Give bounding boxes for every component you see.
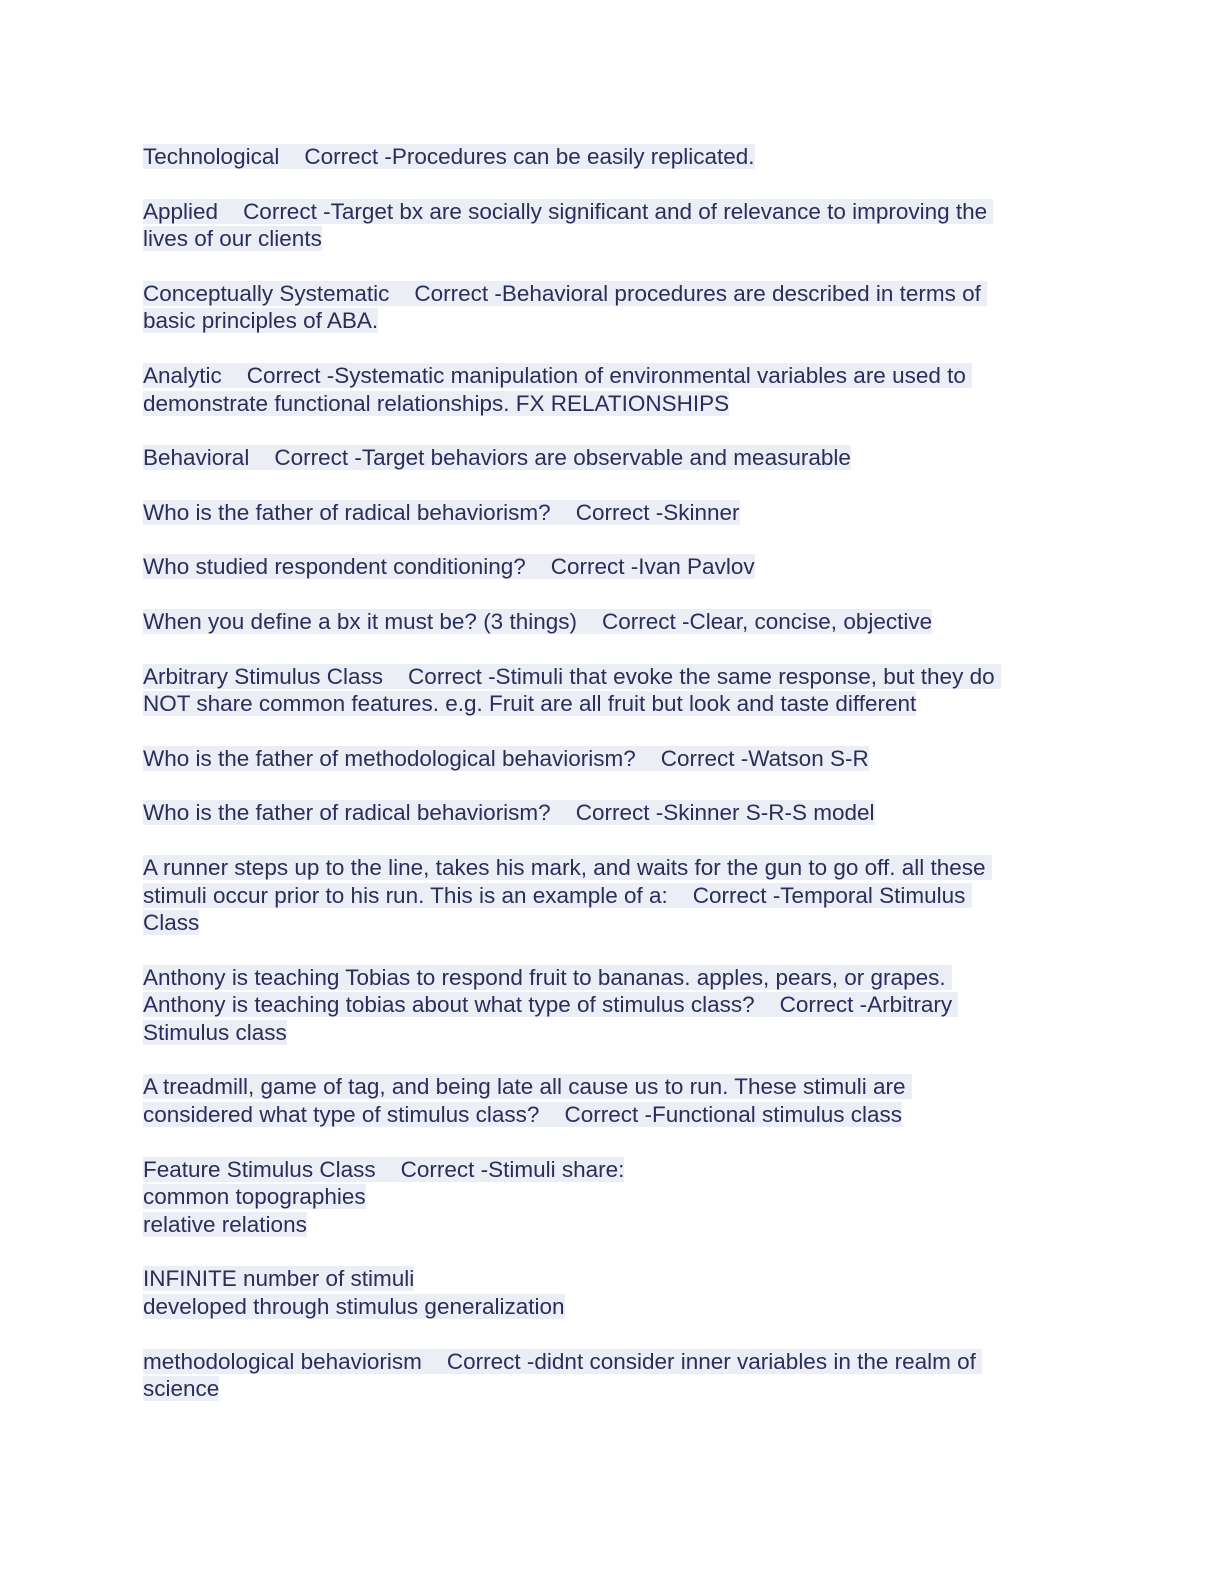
flashcard [143,198,1053,253]
card-line [143,307,1053,335]
card-line [143,663,1053,691]
card-line [143,225,1053,253]
card-text: common topographies [143,1184,366,1210]
card-line [143,1156,1053,1184]
card-text: relative relations [143,1211,307,1237]
flashcard [143,1156,1053,1239]
card-text: science [143,1376,220,1402]
flashcard [143,608,1053,636]
card-line [143,799,1053,827]
card-line [143,608,1053,636]
card-line [143,553,1053,581]
flashcard [143,1348,1053,1403]
card-text: A treadmill, game of tag, and being late all cause us to run. These stimuli are [143,1074,912,1100]
card-text: Technological Correct -Procedures can be easily replicated. [143,144,755,169]
card-text: NOT share common features. e.g. Fruit are all fruit but look and taste different [143,691,917,717]
flashcard [143,362,1053,417]
card-text: developed through stimulus generalization [143,1294,565,1320]
card-line [143,854,1053,882]
card-line [143,1265,1053,1293]
card-line [143,143,1053,171]
card-text: stimuli occur prior to his run. This is an example of a: Correct -Temporal Stimulus [143,882,972,908]
card-line [143,1375,1053,1403]
card-text: Feature Stimulus Class Correct -Stimuli share: [143,1156,625,1182]
card-text: Who is the father of radical behaviorism? Correct -Skinner S-R-S model [143,800,875,826]
card-line [143,1183,1053,1211]
flashcard [143,1265,1053,1320]
card-line [143,362,1053,390]
flashcard [143,799,1053,827]
card-text: Behavioral Correct -Target behaviors are observable and measurable [143,445,851,471]
card-text: When you define a bx it must be? (3 things) Correct -Clear, concise, objective [143,608,933,634]
card-text: lives of our clients [143,226,322,252]
flashcard [143,745,1053,773]
card-text: methodological behaviorism Correct -didnt consider inner variables in the realm of [143,1348,983,1374]
flashcard [143,553,1053,581]
flashcard [143,280,1053,335]
card-text: Stimulus class [143,1019,287,1045]
card-line [143,964,1053,992]
flashcard [143,964,1053,1047]
card-text: Class [143,910,200,936]
card-line [143,1293,1053,1321]
card-text: Analytic Correct -Systematic manipulation of environmental variables are used to [143,362,973,388]
card-text: A runner steps up to the line, takes his mark, and waits for the gun to go off. all these [143,854,992,880]
flashcard [143,1073,1053,1128]
card-text: demonstrate functional relationships. FX RELATIONSHIPS [143,390,730,416]
card-line [143,390,1053,418]
card-text: considered what type of stimulus class? Correct -Functional stimulus class [143,1102,903,1128]
card-line [143,198,1053,226]
card-text: Arbitrary Stimulus Class Correct -Stimuli that evoke the same response, but they do [143,663,1001,689]
card-line [143,1211,1053,1239]
card-line [143,280,1053,308]
card-text: Conceptually Systematic Correct -Behavioral procedures are described in terms of [143,280,988,306]
card-line [143,991,1053,1019]
flashcard [143,854,1053,937]
card-text: Anthony is teaching Tobias to respond fruit to bananas. apples, pears, or grapes. [143,964,952,990]
card-line [143,1019,1053,1047]
card-line [143,499,1053,527]
card-line [143,1101,1053,1129]
card-text: INFINITE number of stimuli [143,1266,415,1292]
card-line [143,909,1053,937]
card-line [143,1348,1053,1376]
card-text: Anthony is teaching tobias about what type of stimulus class? Correct -Arbitrary [143,992,959,1018]
card-line [143,882,1053,910]
card-text: Who studied respondent conditioning? Correct -Ivan Pavlov [143,554,755,580]
flashcard [143,663,1053,718]
card-line [143,745,1053,773]
card-text: Who is the father of radical behaviorism? Correct -Skinner [143,499,740,525]
card-line [143,1073,1053,1101]
card-line [143,690,1053,718]
flashcard-list [143,143,1053,1430]
card-text: basic principles of ABA. [143,308,379,334]
card-text: Who is the father of methodological behaviorism? Correct -Watson S-R [143,745,869,771]
flashcard [143,499,1053,527]
card-text: Applied Correct -Target bx are socially significant and of relevance to improving the [143,198,994,224]
flashcard [143,143,1053,171]
flashcard [143,444,1053,472]
card-line [143,444,1053,472]
